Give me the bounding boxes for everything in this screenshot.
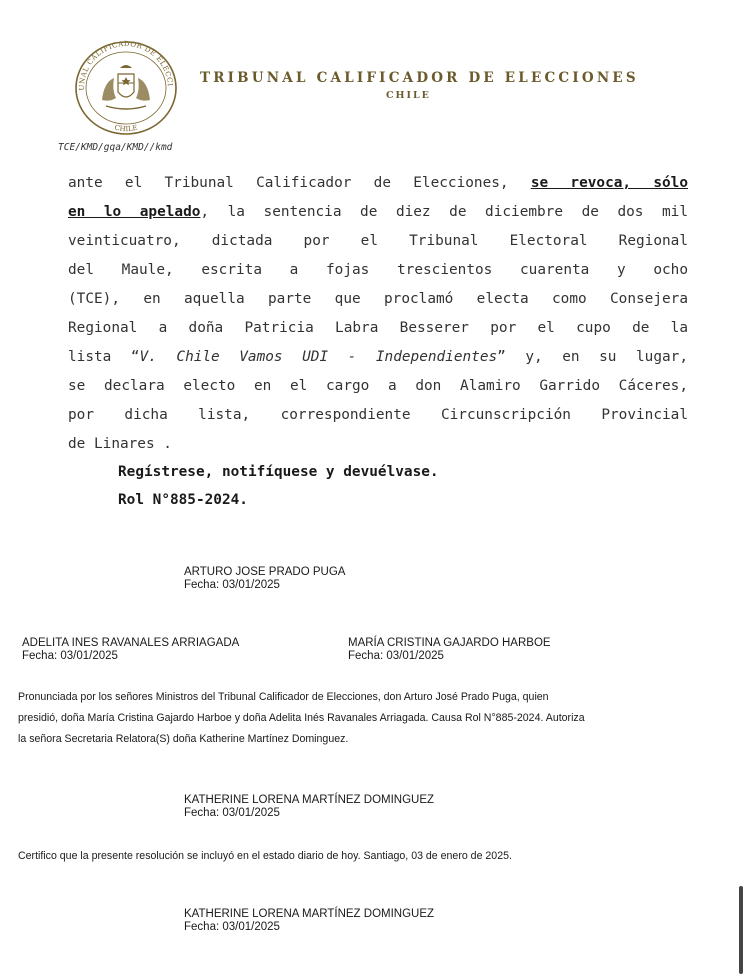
signature-name-prado: ARTURO JOSE PRADO PUGA — [184, 566, 346, 578]
seal-text-top: UNAL CALIFICADOR DE ELECCI — [77, 39, 175, 91]
body-line-9: por dicha lista, correspondiente Circunscripción Provincial — [68, 407, 688, 423]
signature-date-ravanales: Fecha: 03/01/2025 — [22, 650, 118, 662]
body-line-5: (TCE), en aquella parte que proclamó electa como Consejera — [68, 291, 688, 307]
emphasis-revoca: se revoca, sólo — [530, 175, 688, 191]
list-name: V. Chile Vamos UDI - Independientes — [139, 349, 498, 365]
pronouncement-line-1: Pronunciada por los señores Ministros del Tribunal Calificador de Elecciones, don Arturo José Prado Puga, quien — [18, 691, 549, 703]
resolution-text — [68, 169, 688, 459]
header-subtitle: CHILE — [386, 90, 431, 101]
emphasis-apelado: en lo apelado — [68, 204, 201, 220]
body-line-8: se declara electo en el cargo a don Alamiro Garrido Cáceres, — [68, 378, 688, 394]
closing-register: Regístrese, notifíquese y devuélvase. — [118, 464, 439, 480]
body-line-3: veinticuatro, dictada por el Tribunal Electoral Regional — [68, 233, 688, 249]
body-line-1: ante el Tribunal Calificador de Elecciones, se revoca, sólo — [68, 175, 688, 191]
signature-name-martinez-1: KATHERINE LORENA MARTÍNEZ DOMINGUEZ — [184, 794, 435, 806]
signature-date-gajardo: Fecha: 03/01/2025 — [348, 650, 444, 662]
svg-text:CHILE — [114, 124, 139, 134]
reference-code: TCE/KMD/gqa/KMD//kmd — [58, 142, 173, 153]
body-line-2: en lo apelado, la sentencia de diez de diciembre de dos mil — [68, 204, 688, 220]
body-line-10: de Linares . — [68, 436, 172, 452]
body-line-4: del Maule, escrita a fojas trescientos cuarenta y ocho — [68, 262, 688, 278]
body-line-7: lista “V. Chile Vamos UDI - Independientes” y, en su lugar, — [68, 349, 688, 365]
signature-date-prado: Fecha: 03/01/2025 — [184, 579, 280, 591]
scrollbar-thumb[interactable] — [739, 886, 743, 974]
seal-text-bottom: CHILE — [113, 123, 139, 134]
signature-name-gajardo: MARÍA CRISTINA GAJARDO HARBOE — [348, 637, 551, 649]
pronouncement-paragraph — [18, 687, 734, 750]
pronouncement-line-2: presidió, doña María Cristina Gajardo Harboe y doña Adelita Inés Ravanales Arriagada. Causa Rol N°885-2024. Autoriza — [18, 712, 585, 724]
signature-name-martinez-2: KATHERINE LORENA MARTÍNEZ DOMINGUEZ — [184, 908, 435, 920]
signature-date-martinez-1: Fecha: 03/01/2025 — [184, 807, 280, 819]
signature-date-martinez-2: Fecha: 03/01/2025 — [184, 921, 280, 933]
signature-name-ravanales: ADELITA INES RAVANALES ARRIAGADA — [22, 637, 240, 649]
closing-rol: Rol N°885-2024. — [118, 492, 248, 508]
tribunal-seal — [66, 38, 186, 138]
certification-text: Certifico que la presente resolución se incluyó en el estado diario de hoy. Santiago, 03 de enero de 2025. — [18, 850, 512, 862]
header-title: TRIBUNAL CALIFICADOR DE ELECCIONES — [200, 70, 639, 86]
body-line-6: Regional a doña Patricia Labra Besserer por el cupo de la — [68, 320, 688, 336]
pronouncement-line-3: la señora Secretaria Relatora(S) doña Katherine Martínez Dominguez. — [18, 733, 349, 745]
